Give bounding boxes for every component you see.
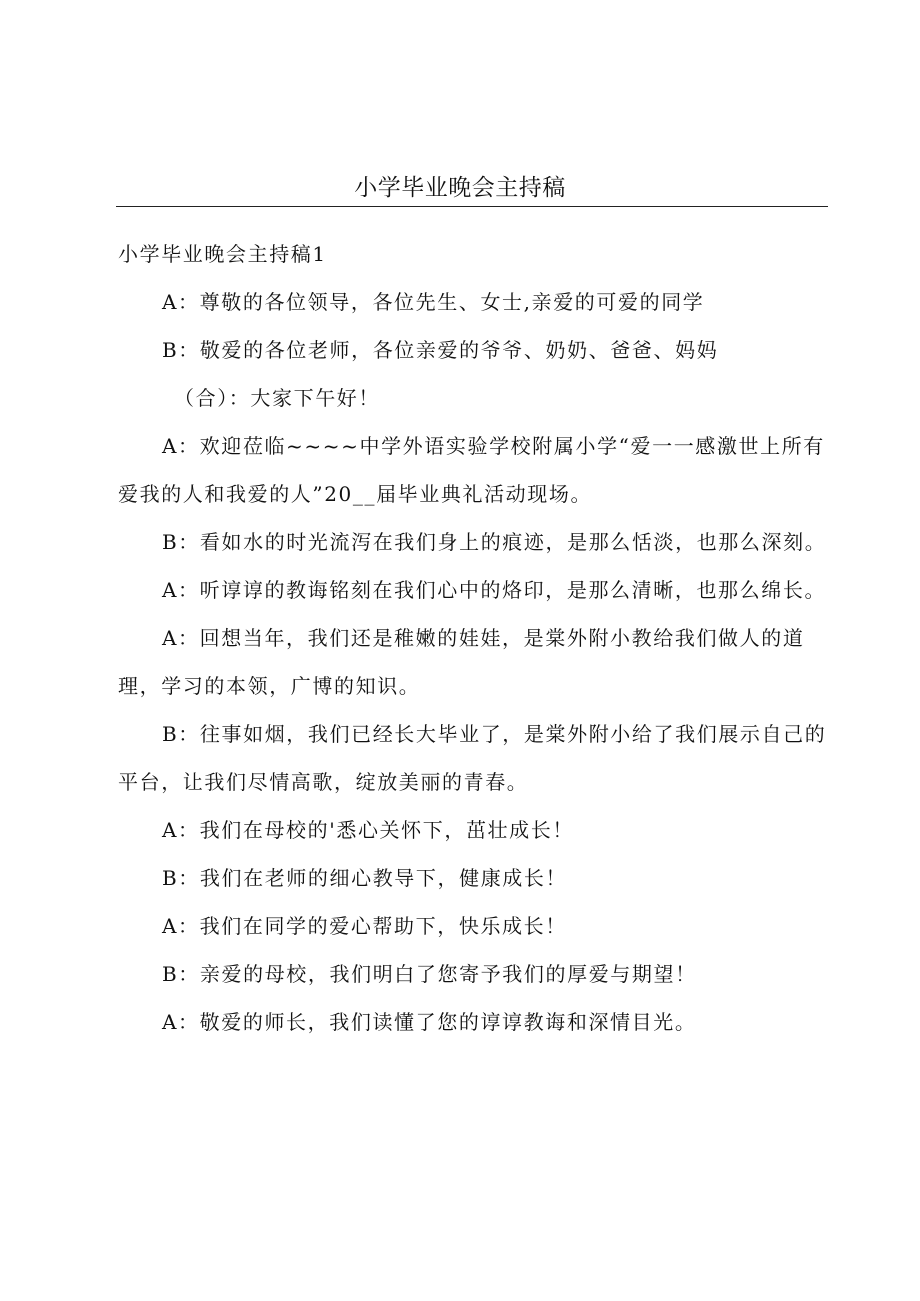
paragraph: B：亲爱的母校，我们明白了您寄予我们的厚爱与期望！ (162, 962, 697, 986)
paragraph: B：我们在老师的细心教导下，健康成长！ (162, 866, 568, 890)
paragraph: B：看如水的时光流泻在我们身上的痕迹，是那么恬淡，也那么深刻。 (162, 530, 827, 554)
paragraph: B：敬爱的各位老师，各位亲爱的爷爷、奶奶、爸爸、妈妈 (162, 338, 719, 362)
title-divider (116, 206, 828, 207)
document-title: 小学毕业晚会主持稿 (354, 175, 566, 201)
paragraph: A：我们在母校的'悉心关怀下，茁壮成长！ (162, 818, 574, 842)
paragraph: （合）：大家下午好！ (174, 386, 380, 410)
paragraph: A：回想当年，我们还是稚嫩的娃娃，是棠外附小教给我们做人的道理，学习的本领，广博的知识。 (118, 626, 805, 698)
paragraph: A：听谆谆的教诲铭刻在我们心中的烙印，是那么清晰，也那么绵长。 (162, 578, 827, 602)
paragraph: A：欢迎莅临~~~~中学外语实验学校附属小学“爱一一感激世上所有爱我的人和我爱的人”20__届毕业典礼活动现场。 (118, 434, 825, 506)
section-heading: 小学毕业晚会主持稿1 (118, 242, 327, 266)
paragraph: A：尊敬的各位领导，各位先生、女士,亲爱的可爱的同学 (162, 290, 705, 314)
paragraph: A：我们在同学的爱心帮助下，快乐成长！ (162, 914, 567, 938)
document-body (118, 230, 830, 1046)
paragraph: A：敬爱的师长，我们读懂了您的谆谆教诲和深情目光。 (162, 1010, 697, 1034)
paragraph: B：往事如烟，我们已经长大毕业了，是棠外附小给了我们展示自己的平台，让我们尽情高歌，绽放美丽的青春。 (118, 722, 827, 794)
